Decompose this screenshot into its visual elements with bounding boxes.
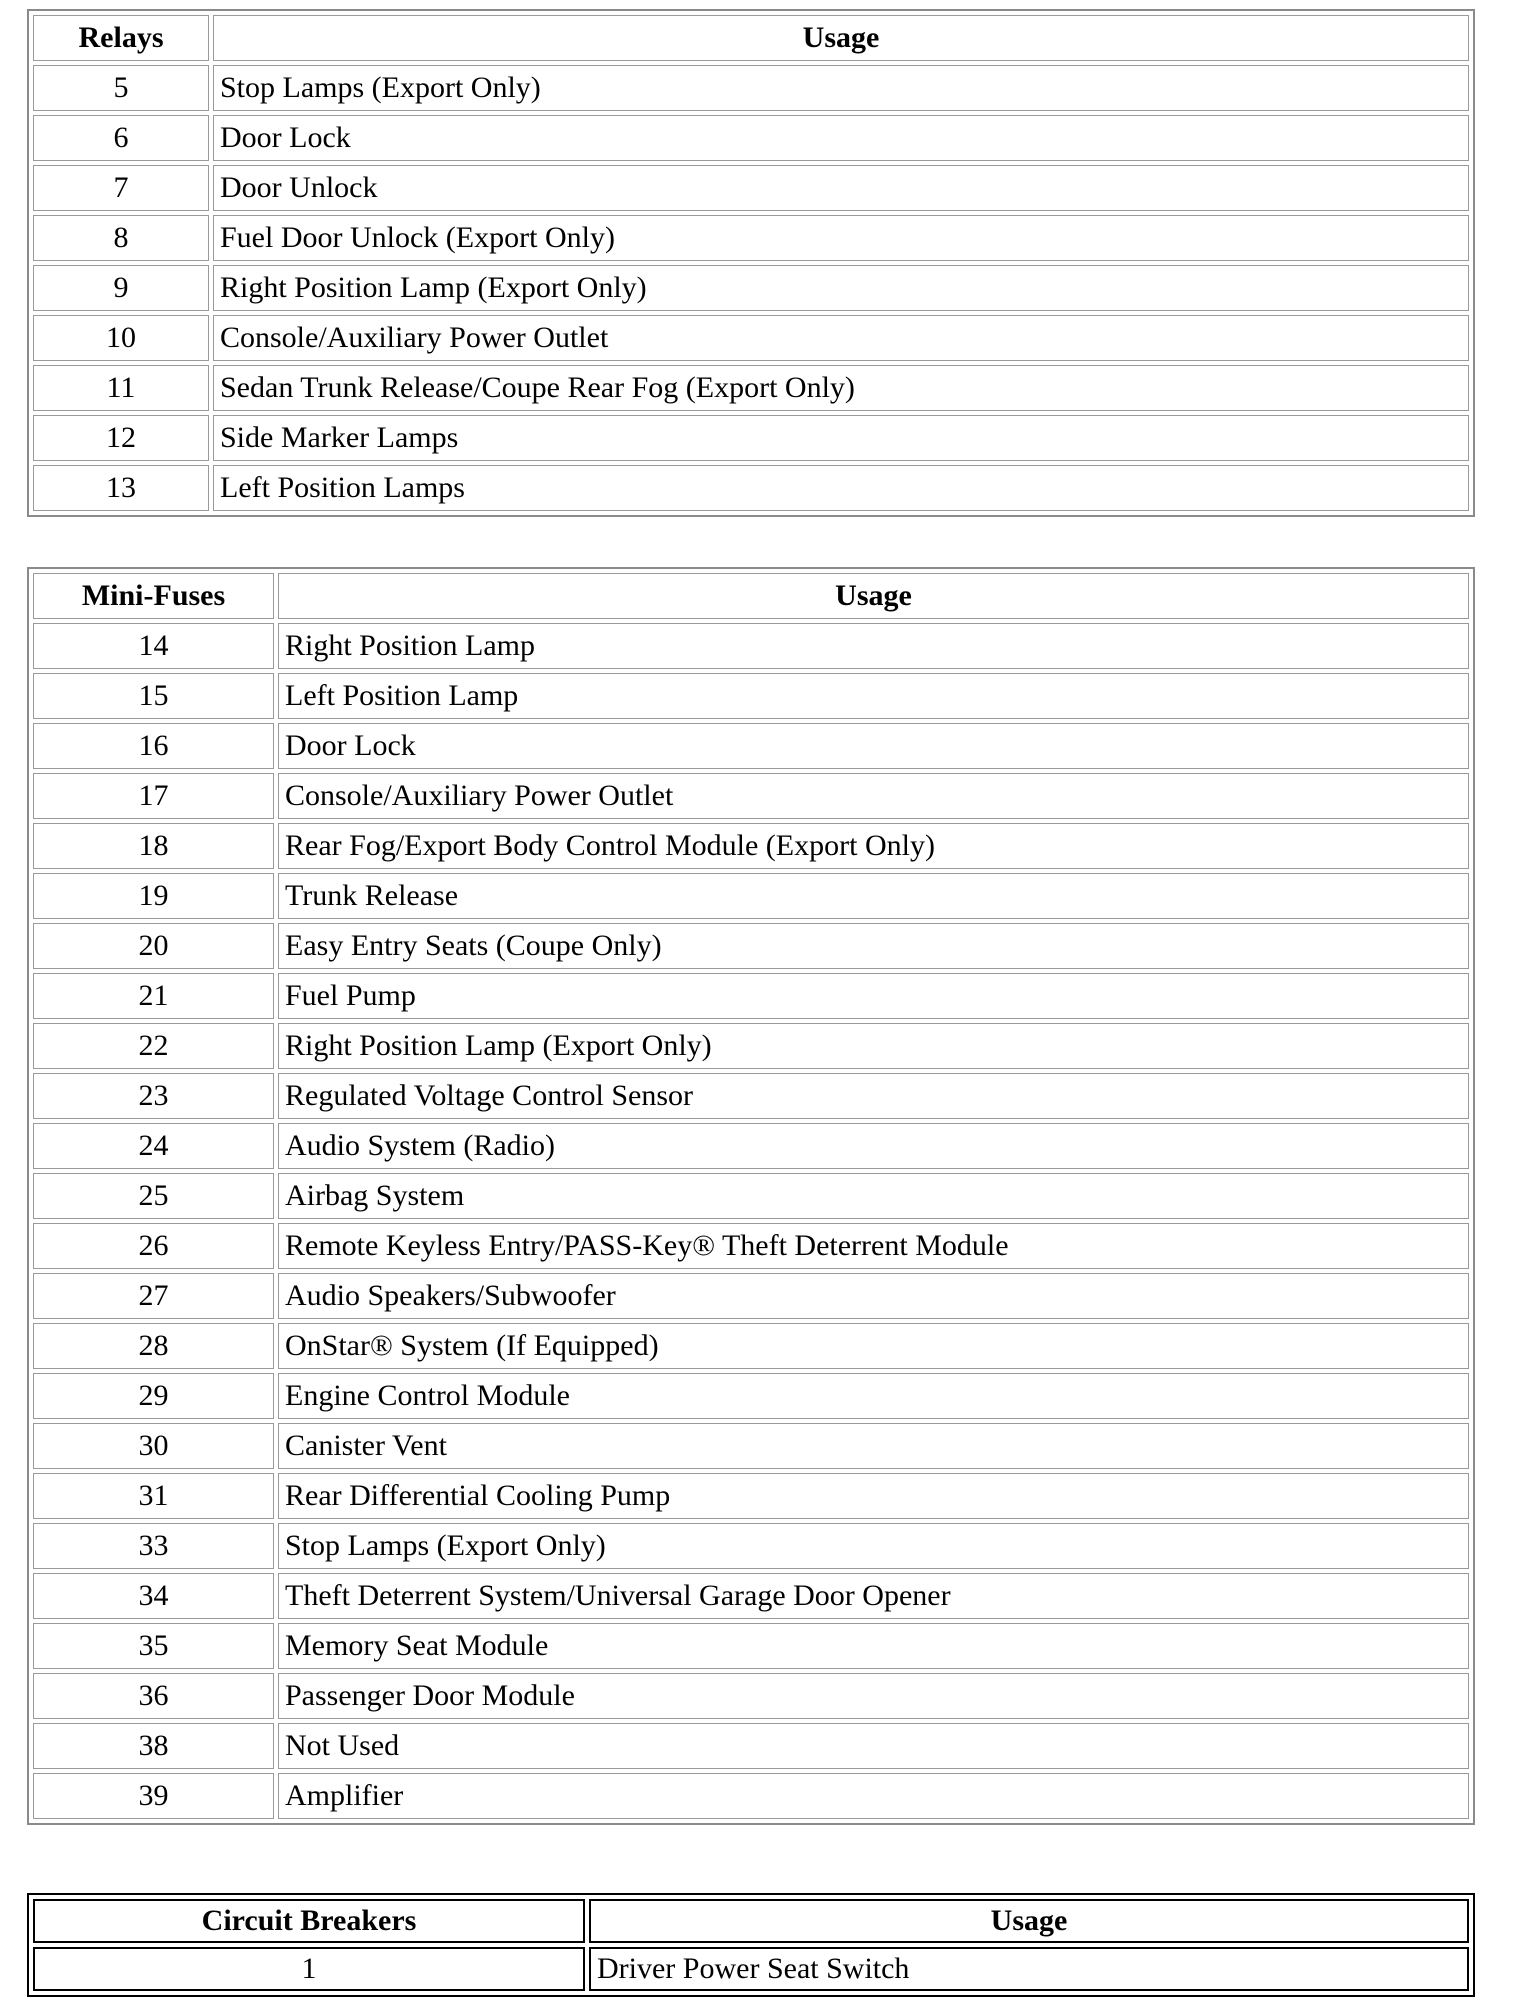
usage-cell: Airbag System <box>278 1173 1469 1219</box>
circuit-breakers-table <box>27 1893 1475 1997</box>
usage-cell: Fuel Pump <box>278 973 1469 1019</box>
usage-cell: Console/Auxiliary Power Outlet <box>213 315 1469 361</box>
table-row <box>33 1223 1469 1269</box>
usage-cell: Memory Seat Module <box>278 1623 1469 1669</box>
table-row <box>33 1723 1469 1769</box>
number-cell: 35 <box>33 1623 274 1669</box>
usage-cell: Audio System (Radio) <box>278 1123 1469 1169</box>
usage-cell: Side Marker Lamps <box>213 415 1469 461</box>
column-header-mini-fuses: Mini-Fuses <box>33 573 274 619</box>
number-cell: 6 <box>33 115 209 161</box>
usage-cell: Audio Speakers/Subwoofer <box>278 1273 1469 1319</box>
mini-fuses-table-body <box>33 623 1469 1819</box>
number-cell: 8 <box>33 215 209 261</box>
table-row <box>33 1373 1469 1419</box>
table-header-row <box>33 573 1469 619</box>
usage-cell: Engine Control Module <box>278 1373 1469 1419</box>
usage-cell: Fuel Door Unlock (Export Only) <box>213 215 1469 261</box>
number-cell: 36 <box>33 1673 274 1719</box>
usage-cell: Door Lock <box>278 723 1469 769</box>
table-row <box>33 1323 1469 1369</box>
table-row <box>33 1073 1469 1119</box>
usage-cell: Easy Entry Seats (Coupe Only) <box>278 923 1469 969</box>
number-cell: 10 <box>33 315 209 361</box>
number-cell: 14 <box>33 623 274 669</box>
usage-cell: Sedan Trunk Release/Coupe Rear Fog (Export Only) <box>213 365 1469 411</box>
column-header-circuit-breakers: Circuit Breakers <box>33 1899 585 1943</box>
usage-cell: Door Lock <box>213 115 1469 161</box>
number-cell: 21 <box>33 973 274 1019</box>
number-cell: 25 <box>33 1173 274 1219</box>
usage-cell: Right Position Lamp (Export Only) <box>278 1023 1469 1069</box>
usage-cell: Not Used <box>278 1723 1469 1769</box>
number-cell: 26 <box>33 1223 274 1269</box>
relays-table <box>27 9 1475 517</box>
table-header-row <box>33 15 1469 61</box>
number-cell: 27 <box>33 1273 274 1319</box>
table-row <box>33 165 1469 211</box>
table-row <box>33 115 1469 161</box>
table-row <box>33 1473 1469 1519</box>
number-cell: 22 <box>33 1023 274 1069</box>
usage-cell: Stop Lamps (Export Only) <box>213 65 1469 111</box>
table-row <box>33 315 1469 361</box>
number-cell: 38 <box>33 1723 274 1769</box>
number-cell: 24 <box>33 1123 274 1169</box>
number-cell: 12 <box>33 415 209 461</box>
usage-cell: Rear Fog/Export Body Control Module (Export Only) <box>278 823 1469 869</box>
table-row <box>33 673 1469 719</box>
circuit-breakers-table-body <box>33 1947 1469 1991</box>
table-row <box>33 873 1469 919</box>
table-row <box>33 723 1469 769</box>
table-row <box>33 773 1469 819</box>
column-header-relays: Relays <box>33 15 209 61</box>
number-cell: 11 <box>33 365 209 411</box>
number-cell: 9 <box>33 265 209 311</box>
usage-cell: Console/Auxiliary Power Outlet <box>278 773 1469 819</box>
relays-table-body <box>33 65 1469 511</box>
usage-cell: Remote Keyless Entry/PASS-Key® Theft Deterrent Module <box>278 1223 1469 1269</box>
table-row <box>33 1773 1469 1819</box>
table-row <box>33 215 1469 261</box>
column-header-usage: Usage <box>213 15 1469 61</box>
usage-cell: Right Position Lamp (Export Only) <box>213 265 1469 311</box>
usage-cell: Theft Deterrent System/Universal Garage Door Opener <box>278 1573 1469 1619</box>
table-row <box>33 415 1469 461</box>
number-cell: 19 <box>33 873 274 919</box>
number-cell: 28 <box>33 1323 274 1369</box>
usage-cell: Door Unlock <box>213 165 1469 211</box>
table-row <box>33 265 1469 311</box>
table-row <box>33 1423 1469 1469</box>
number-cell: 33 <box>33 1523 274 1569</box>
usage-cell: Left Position Lamps <box>213 465 1469 511</box>
table-row <box>33 365 1469 411</box>
number-cell: 13 <box>33 465 209 511</box>
number-cell: 16 <box>33 723 274 769</box>
number-cell: 1 <box>33 1947 585 1991</box>
number-cell: 18 <box>33 823 274 869</box>
column-header-usage: Usage <box>589 1899 1469 1943</box>
table-row <box>33 465 1469 511</box>
table-row <box>33 1173 1469 1219</box>
usage-cell: Left Position Lamp <box>278 673 1469 719</box>
usage-cell: Canister Vent <box>278 1423 1469 1469</box>
usage-cell: Stop Lamps (Export Only) <box>278 1523 1469 1569</box>
usage-cell: Amplifier <box>278 1773 1469 1819</box>
usage-cell: Driver Power Seat Switch <box>589 1947 1469 1991</box>
number-cell: 15 <box>33 673 274 719</box>
number-cell: 17 <box>33 773 274 819</box>
usage-cell: Trunk Release <box>278 873 1469 919</box>
number-cell: 39 <box>33 1773 274 1819</box>
table-row <box>33 623 1469 669</box>
usage-cell: Passenger Door Module <box>278 1673 1469 1719</box>
number-cell: 31 <box>33 1473 274 1519</box>
table-row <box>33 1947 1469 1991</box>
usage-cell: Regulated Voltage Control Sensor <box>278 1073 1469 1119</box>
number-cell: 29 <box>33 1373 274 1419</box>
number-cell: 30 <box>33 1423 274 1469</box>
table-row <box>33 1623 1469 1669</box>
number-cell: 7 <box>33 165 209 211</box>
table-row <box>33 1673 1469 1719</box>
table-row <box>33 823 1469 869</box>
usage-cell: Right Position Lamp <box>278 623 1469 669</box>
table-row <box>33 65 1469 111</box>
number-cell: 20 <box>33 923 274 969</box>
table-header-row <box>33 1899 1469 1943</box>
usage-cell: Rear Differential Cooling Pump <box>278 1473 1469 1519</box>
usage-cell: OnStar® System (If Equipped) <box>278 1323 1469 1369</box>
number-cell: 23 <box>33 1073 274 1119</box>
column-header-usage: Usage <box>278 573 1469 619</box>
table-row <box>33 1273 1469 1319</box>
mini-fuses-table <box>27 567 1475 1825</box>
table-row <box>33 1123 1469 1169</box>
table-row <box>33 923 1469 969</box>
table-row <box>33 1023 1469 1069</box>
table-row <box>33 973 1469 1019</box>
number-cell: 34 <box>33 1573 274 1619</box>
table-row <box>33 1523 1469 1569</box>
number-cell: 5 <box>33 65 209 111</box>
table-row <box>33 1573 1469 1619</box>
